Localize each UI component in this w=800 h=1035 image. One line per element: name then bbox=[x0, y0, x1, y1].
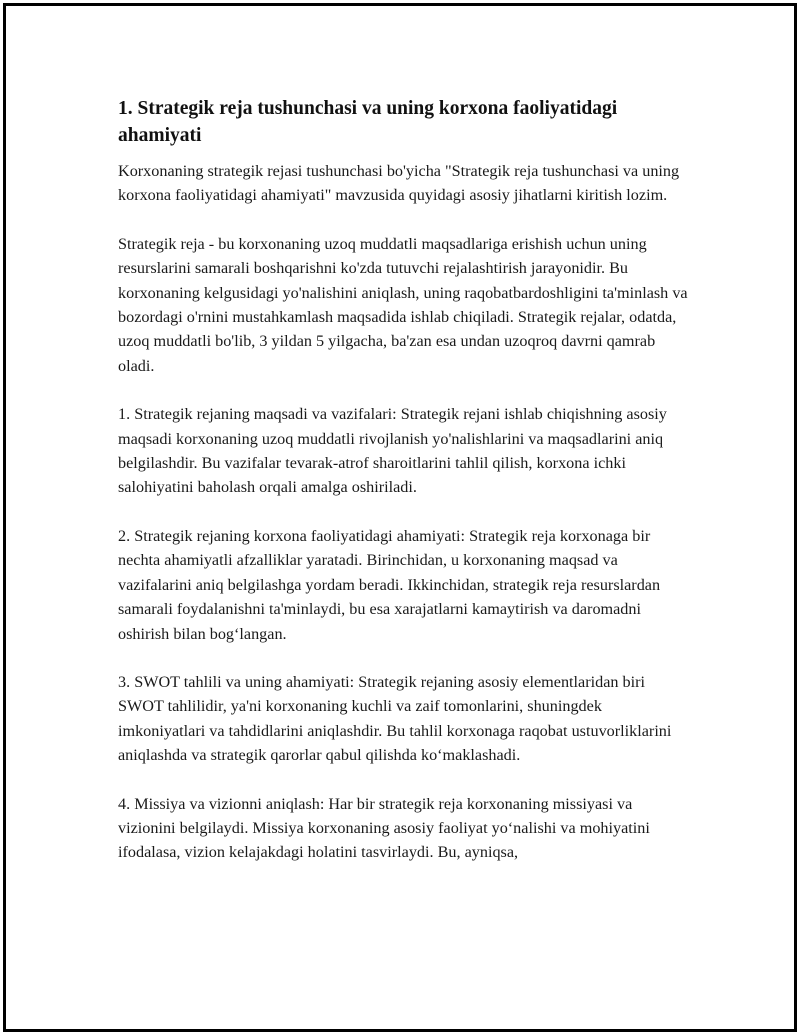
paragraph-definition: Strategik reja - bu korxonaning uzoq muddatli maqsadlariga erishish uchun uning resurslarini samarali boshqarishni ko'zda tutuvchi rejalashtirish jarayonidir. Bu korxonaning kelgusidagi yo'nalishini aniqlash, uning raqobatbardoshligini ta'minlash va bozordagi o'rnini mustahkamlash maqsadida ishlab chiqiladi. Strategik rejalar, odatda, uzoq muddatli bo'lib, 3 yildan 5 yilgacha, ba'zan esa undan uzoqroq davrni qamrab oladi. bbox=[118, 234, 688, 375]
section-heading: 1. Strategik reja tushunchasi va uning korxona faoliyatidagi ahamiyati bbox=[118, 98, 618, 146]
paragraph-intro: Korxonaning strategik rejasi tushunchasi bo'yicha "Strategik reja tushunchasi va uning korxona faoliyatidagi ahamiyati" mavzusida quyidagi asosiy jihatlarni kiritish lozim. bbox=[118, 162, 680, 205]
document-body bbox=[118, 95, 688, 889]
paragraph-mission: 4. Missiya va vizionni aniqlash: Har bir strategik reja korxonaning missiyasi va vizionini belgilaydi. Missiya korxonaning asosiy faoliyat yo‘nalishi va mohiyatini ifodalasa, vizion kelajakdagi holatini tasvirlaydi. Bu, ayniqsa, bbox=[118, 794, 650, 862]
paragraph-importance: 2. Strategik rejaning korxona faoliyatidagi ahamiyati: Strategik reja korxonaga bir nechta ahamiyatli afzalliklar yaratadi. Birinchidan, u korxonaning maqsad va vazifalarini aniq belgilashga yordam beradi. Ikkinchidan, strategik reja resurslardan samarali foydalanishni ta'minlaydi, bu esa xarajatlarni kamaytirish va daromadni oshirish bilan bog‘langan. bbox=[118, 526, 661, 643]
paragraph-swot: 3. SWOT tahlili va uning ahamiyati: Strategik rejaning asosiy elementlaridan biri SWOT tahlilidir, ya'ni korxonaning kuchli va zaif tomonlarini, shuningdek imkoniyatlari va tahdidlarini aniqlashdir. Bu tahlil korxonaga raqobat ustuvorliklarini aniqlashda va strategik qarorlar qabul qilishda ko‘maklashadi. bbox=[118, 672, 672, 765]
paragraph-goals: 1. Strategik rejaning maqsadi va vazifalari: Strategik rejani ishlab chiqishning asosiy maqsadi korxonaning uzoq muddatli rivojlanish yo'nalishlarini va maqsadlarini aniq belgilashdir. Bu vazifalar tevarak-atrof sharoitlarini tahlil qilish, korxona ichki salohiyatini baholash orqali amalga oshiriladi. bbox=[118, 405, 667, 497]
